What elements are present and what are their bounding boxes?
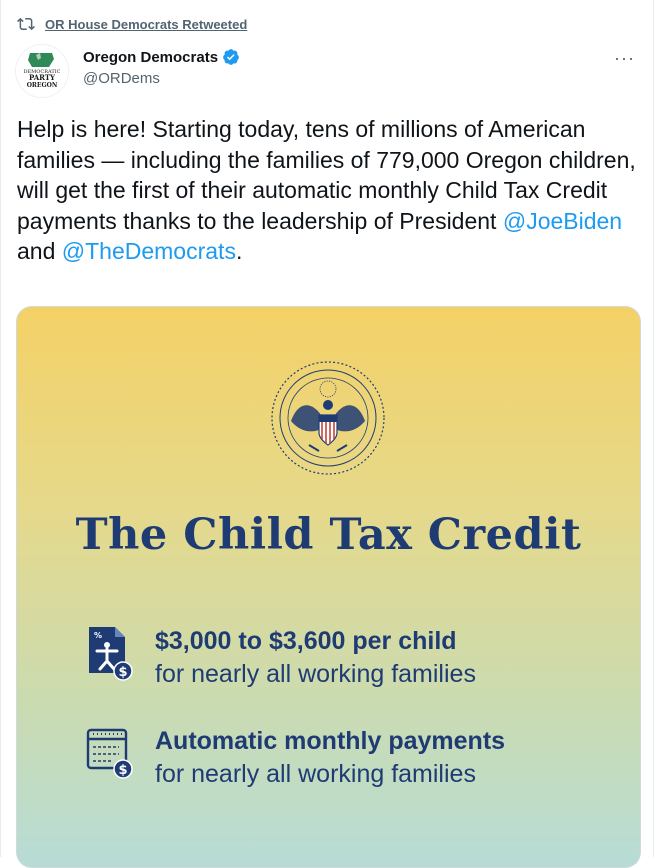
benefit-headline: $3,000 to $3,600 per child xyxy=(155,627,457,655)
tweet-media-image[interactable] xyxy=(16,306,641,868)
democratic-party-of-oregon-logo xyxy=(16,45,68,97)
mention-link-joebiden[interactable]: @JoeBiden xyxy=(502,207,623,234)
svg-text:DEMOCRATIC: DEMOCRATIC xyxy=(23,69,61,75)
calendar-dollar-icon xyxy=(85,725,133,781)
author-display-name[interactable]: Oregon Democrats xyxy=(83,48,219,66)
tweet-text-part: Help is here! Starting today, tens of millions of American families — including the families of 779,000 Oregon children, will get the first of their automatic monthly Child Tax Credit payments thanks to the leadership of President xyxy=(17,116,636,234)
mention-link-thedemocrats[interactable]: @TheDemocrats xyxy=(61,238,236,264)
svg-text:OREGON: OREGON xyxy=(26,82,58,89)
svg-text:%: % xyxy=(94,631,103,640)
retweeted-by-link[interactable]: OR House Democrats Retweeted xyxy=(45,16,248,32)
verified-badge-icon xyxy=(222,48,240,66)
tweet-text xyxy=(17,114,637,267)
author-handle[interactable]: @ORDems xyxy=(83,70,160,87)
retweet-context xyxy=(17,14,247,34)
benefit-subtext: for nearly all working families xyxy=(155,760,476,788)
svg-text:PARTY: PARTY xyxy=(28,73,56,82)
benefit-item xyxy=(85,725,505,791)
child-document-dollar-icon xyxy=(85,625,133,681)
benefit-subtext: for nearly all working families xyxy=(155,660,476,688)
presidential-seal-icon xyxy=(269,359,387,477)
benefit-item xyxy=(85,625,476,691)
benefit-headline: Automatic monthly payments xyxy=(155,727,506,755)
author-info xyxy=(83,48,240,87)
tweet-text-part: and xyxy=(17,238,62,264)
svg-text:$: $ xyxy=(118,665,128,680)
retweet-icon xyxy=(17,15,35,33)
svg-text:$: $ xyxy=(118,763,128,778)
more-options-icon[interactable]: ··· xyxy=(614,48,635,68)
tweet-text-part: . xyxy=(235,238,243,264)
avatar[interactable] xyxy=(15,44,69,98)
image-headline: The Child Tax Credit xyxy=(75,510,582,560)
